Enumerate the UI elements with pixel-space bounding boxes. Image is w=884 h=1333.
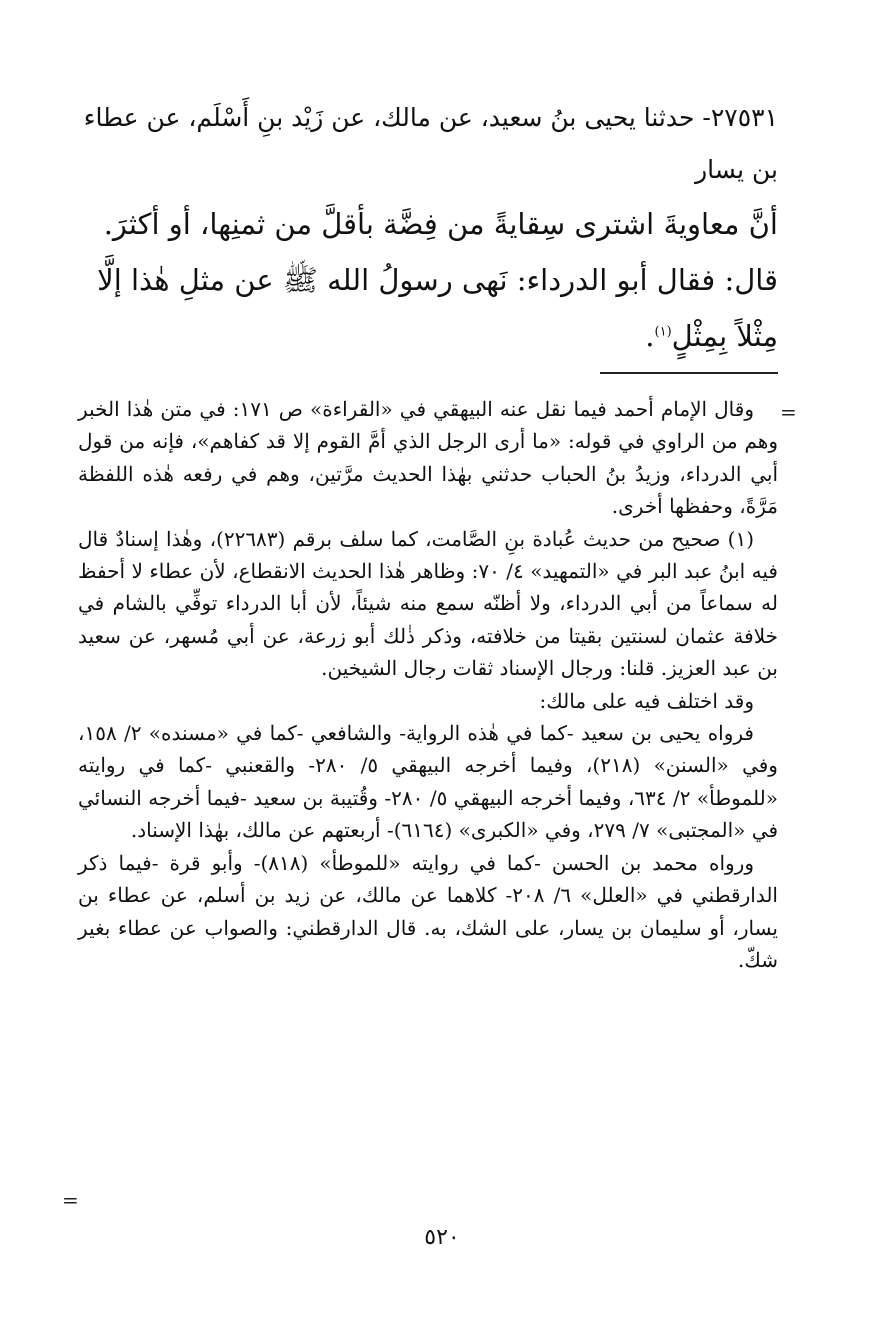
- continuation-mark-bottom: =: [62, 1188, 79, 1212]
- page-number: ٥٢٠: [424, 1225, 460, 1250]
- hadith-header: ٢٧٥٣١- حدثنا يحيى بنُ سعيد، عن مالك، عن زَيْد بنِ أَسْلَم، عن عطاء بن يسار: [83, 103, 778, 184]
- footnote-ref: (١): [654, 324, 672, 340]
- footnote-paragraph-1: وقال الإمام أحمد فيما نقل عنه البيهقي في «القراءة» ص ١٧١: في متن هٰذا الخبر وهم من الراوي في قوله: «ما أرى الرجل الذي أمَّ القوم إلا قد كفاهم»، فإنه من قول أبي الدرداء، وزيدُ بنُ الحباب حدثني بهٰذا الحديث مرَّتين، وهم في رفعه هٰذه اللفظة مَرَّةً، وحفظها أخرى.: [78, 397, 778, 519]
- footnote-paragraph-4: فرواه يحيى بن سعيد -كما في هٰذه الرواية- والشافعي -كما في «مسنده» ٢/ ١٥٨، وفي «السنن» (٢١٨)، وفيما أخرجه البيهقي ٥/ ٢٨٠- والقعنبي -كما في روايته «للموطأ» ٢/ ٦٣٤، وفيما أخرجه البيهقي ٥/ ٢٨٠- وقُتيبة بن سعيد -فيما أخرجه النسائي في «المجتبى» ٧/ ٢٧٩، وفي «الكبرى» (٦١٦٤)- أربعتهم عن مالك، بهٰذا الإسناد.: [78, 721, 779, 843]
- continuation-mark-top: =: [780, 400, 797, 424]
- footnote-paragraph-3: وقد اختلف فيه على مالك:: [539, 688, 754, 713]
- hadith-text-end: .: [645, 319, 655, 353]
- footnote-separator: [600, 372, 778, 374]
- footnote-paragraph-2: (١) صحيح من حديث عُبادة بنِ الصَّامت، كما سلف برقم (٢٢٦٨٣)، وهٰذا إسنادٌ قال فيه ابنُ عبد البر في «التمهيد» ٤/ ٧٠: وظاهر هٰذا الحديث الانقطاع، لأن عطاء لا أحفظ له سماعاً من أبي الدرداء، ولا أظنّه سمع منه شيئاً، لأن أبا الدرداء توفِّي بالشام في خلافة عثمان لسنتين بقيتا من خلافته، وذكر ذٰلك أبو زرعة، عن أبي مُسهر، عن سعيد بن عبد العزيز. قلنا: ورجال الإسناد ثقات رجال الشيخين.: [78, 526, 778, 681]
- hadith-text: [78, 196, 778, 364]
- hadith-text-main: أنَّ معاويةَ اشترى سِقايةً من فِضَّة بأقلَّ من ثمنِها، أو أكثرَ. قال: فقال أبو الدرداء: نَهى رسولُ الله ﷺ عن مثلِ هٰذا إلَّا مِثْلاً بِمِثْلٍ: [97, 207, 778, 353]
- footnotes: [78, 393, 778, 976]
- footnote-paragraph-5: ورواه محمد بن الحسن -كما في روايته «للموطأ» (٨١٨)- وأبو قرة -فيما ذكر الدارقطني في «العلل» ٦/ ٢٠٨- كلاهما عن مالك، عن زيد بن أسلم، عن عطاء بن يسار، أو سليمان بن يسار، على الشك، به. قال الدارقطني: والصواب عن عطاء بغير شكّ.: [78, 850, 778, 972]
